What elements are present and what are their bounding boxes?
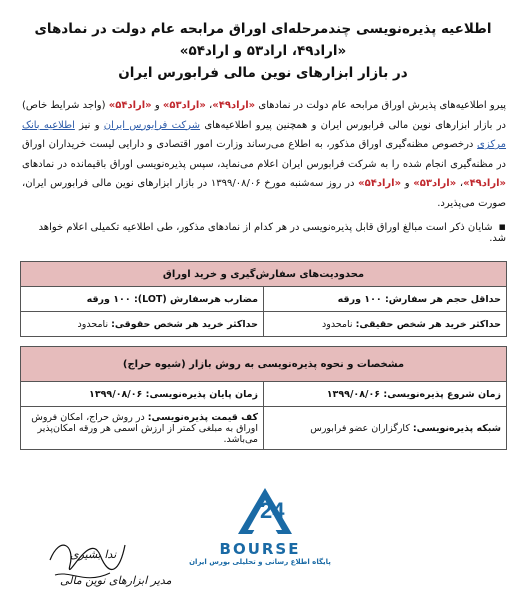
logo-subtitle: پایگاه اطلاع رسانی و تحلیلی بورس ایران	[189, 558, 331, 566]
signer-title: مدیر ابزارهای نوین مالی	[60, 574, 172, 587]
note-text: شایان ذکر است مبالغ اوراق قابل پذیرەنویسی در هر کدام از نمادهای مذکور، طی اطلاعیه تکمیلی اعلام خواهد شد.	[38, 222, 506, 244]
symbol-arad54: «اراد۵۴»	[108, 100, 152, 111]
body-text: ،	[456, 178, 464, 189]
table-cell	[21, 312, 264, 337]
svg-text:24: 24	[260, 498, 285, 523]
cell-label: حداکثر خرید هر شخص حقیقی:	[355, 318, 501, 330]
table-cell	[264, 312, 507, 337]
note-bullet	[22, 220, 506, 244]
cell-label: حداکثر خرید هر شخص حقوقی:	[111, 318, 258, 330]
table-cell	[21, 407, 264, 450]
subscription-details-table	[20, 346, 507, 450]
min-order-size: حداقل حجم هر سفارش: ۱۰۰ ورقه	[337, 293, 501, 305]
body-text: و	[401, 178, 414, 189]
table-cell	[21, 382, 264, 407]
body-text: پیرو اطلاعیەهای پذیرش اوراق مرابحه عام دولت در نمادهای	[255, 100, 506, 111]
cell-value: کارگزاران عضو فرابورس	[310, 422, 413, 434]
cell-value: نامحدود	[77, 318, 112, 330]
cell-value: در روش حراج، امکان فروش اوراق به مبلغی کمتر از ارزش اسمی هر ورقه امکان‌پذیر می‌باشد.	[31, 411, 258, 445]
table-header: مشخصات و نحوه پذیرەنویسی به روش بازار (شیوه حراج)	[21, 347, 507, 382]
symbol-arad54: «اراد۵۴»	[358, 178, 402, 189]
table-cell	[264, 407, 507, 450]
symbol-arad49: «اراد۴۹»	[463, 178, 506, 189]
announcement-title	[14, 18, 512, 84]
cell-label: کف قیمت پذیرەنویسی:	[147, 411, 258, 423]
logo-wordmark: BOURSE	[219, 540, 301, 558]
bullet-icon: ▪	[498, 220, 506, 233]
table-cell	[264, 382, 507, 407]
symbol-arad53: «اراد۵۳»	[162, 100, 206, 111]
body-text: و	[151, 100, 163, 111]
announcement-body	[22, 96, 506, 213]
signer-name: ندا بشیری	[70, 548, 117, 561]
table-cell	[21, 287, 264, 312]
cell-value: نامحدود	[322, 318, 356, 330]
table-cell	[264, 287, 507, 312]
body-text: و نیز	[74, 119, 104, 131]
table-header: محدودیت‌های سفارش‌گیری و خرید اوراق	[21, 262, 507, 287]
end-date: ۱۳۹۹/۰۸/۰۶	[89, 388, 146, 400]
start-date: ۱۳۹۹/۰۸/۰۶	[326, 388, 384, 400]
body-text: درخصوص مظنەگیری اوراق مذکور، به اطلاع می‌رساند وزارت امور اقتصادی و دارایی لیست خریداران اوراق در مظنەگیری انجام شده را به شرکت فرابورس ایران اعلام می‌نماید، سپس پذیرەنویسی اوراق باقیمانده در نمادهای	[22, 139, 506, 170]
cell-label: زمان شروع پذیرەنویسی:	[383, 388, 501, 400]
symbol-arad49: «اراد۴۹»	[212, 100, 256, 111]
central-bank-link[interactable]: اطلاعیه بانک مرکزی	[22, 119, 506, 150]
order-limits-table	[20, 261, 507, 337]
title-line-2: در بازار ابزارهای نوین مالی فرابورس ایران	[118, 65, 408, 81]
body-text: ،	[205, 100, 213, 111]
symbol-arad53: «اراد۵۳»	[413, 178, 457, 189]
body-text: (واجد شرایط خاص) در بازار ابزارهای نوین مالی فرابورس ایران و همچنین پیرو اطلاعیەهای	[22, 100, 506, 131]
cell-label: شبکه پذیرەنویسی:	[412, 422, 501, 434]
body-text: در روز سەشنبه مورخ ۱۳۹۹/۰۸/۰۶ در بازار ابزارهای نوین مالی فرابورس ایران، صورت می‌پذیرد.	[22, 178, 506, 209]
cell-label: زمان پایان پذیرەنویسی:	[145, 388, 258, 400]
order-lot: مضارب هرسفارش (LOT): ۱۰۰ ورقه	[86, 293, 258, 305]
farabourse-link[interactable]: شرکت فرابورس ایران	[103, 119, 201, 131]
title-line-1: اطلاعیه پذیرەنویسی چندمرحلەای اوراق مرابحه عام دولت در نمادهای «اراد۴۹، اراد۵۳ و اراد۵۴»	[34, 21, 492, 59]
